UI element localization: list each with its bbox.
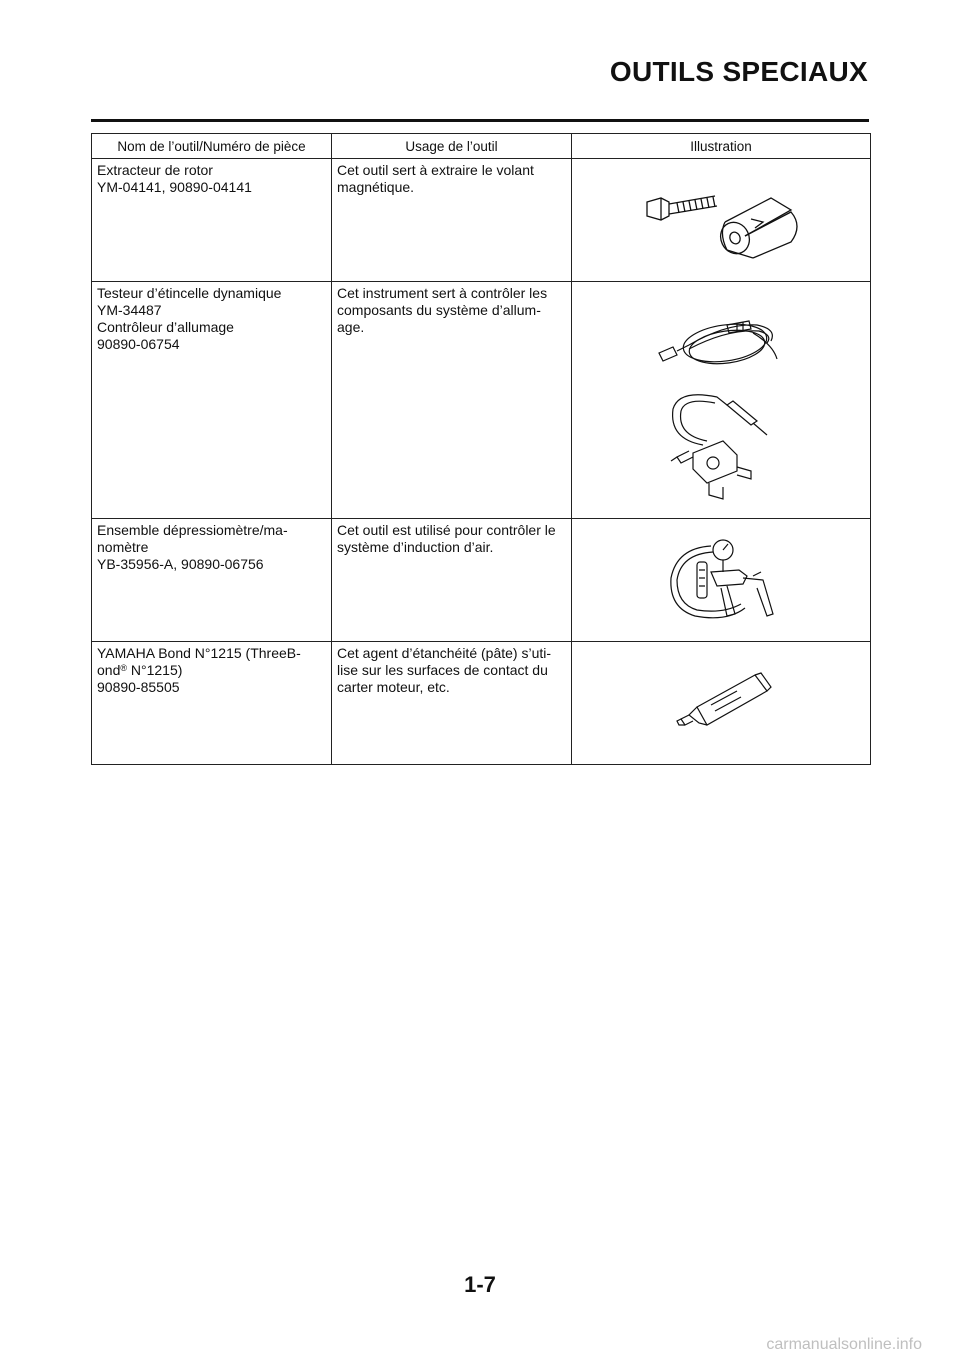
illustration-cell — [572, 642, 871, 765]
tool-part-number: 90890-85505 — [97, 679, 180, 695]
page-title: OUTILS SPECIAUX — [609, 56, 868, 87]
tool-name-part: N°1215) — [127, 662, 183, 678]
tool-usage-line: lise sur les surfaces de contact du — [337, 662, 548, 678]
tool-name-line: nomètre — [97, 539, 149, 555]
tool-name-part: ond — [97, 662, 121, 678]
header-illustration: Illustration — [572, 134, 871, 159]
illustration-cell — [572, 159, 871, 282]
ignition-tester-icon — [577, 285, 874, 515]
tool-name-line: Testeur d’étincelle dynamique — [97, 285, 282, 301]
title-rule — [91, 119, 869, 122]
tool-usage-cell — [332, 282, 572, 519]
tool-name-line — [97, 662, 326, 679]
tool-part-number: YM-34487 — [97, 302, 162, 318]
tool-usage-cell — [332, 642, 572, 765]
header-tool-name: Nom de l’outil/Numéro de pièce — [92, 134, 332, 159]
tool-name-cell — [92, 519, 332, 642]
tool-name-line: YAMAHA Bond N°1215 (ThreeB- — [97, 645, 301, 661]
registered-mark: ® — [120, 663, 127, 673]
tool-part-number: 90890-06754 — [97, 336, 180, 352]
tool-part-number: YM-04141, 90890-04141 — [97, 179, 252, 195]
header-tool-usage: Usage de l’outil — [332, 134, 572, 159]
tool-name-cell — [92, 642, 332, 765]
watermark-text: carmanualsonline.info — [766, 1336, 922, 1353]
tool-usage-line: Cet instrument sert à contrôler les — [337, 285, 548, 301]
tool-usage-line: système d’induction d’air. — [337, 539, 494, 555]
table-header-row — [92, 134, 871, 159]
special-tools-table — [91, 133, 871, 765]
table-row — [92, 642, 871, 765]
vacuum-gauge-icon — [577, 522, 874, 638]
sealant-tube-icon — [577, 645, 874, 761]
tool-name-line: Contrôleur d’allumage — [97, 319, 234, 335]
tool-usage-line: Cet outil est utilisé pour contrôler le — [337, 522, 556, 538]
table-row — [92, 282, 871, 519]
tool-usage-line: carter moteur, etc. — [337, 679, 450, 695]
rotor-puller-icon — [577, 162, 874, 278]
table-row — [92, 519, 871, 642]
tool-name-line: Ensemble dépressiomètre/ma- — [97, 522, 288, 538]
illustration-cell — [572, 519, 871, 642]
tool-usage-line: composants du système d’allum- — [337, 302, 541, 318]
tool-usage-line: Cet outil sert à extraire le volant — [337, 162, 534, 178]
illustration-cell — [572, 282, 871, 519]
tool-part-number: YB-35956-A, 90890-06756 — [97, 556, 264, 572]
tool-usage-cell — [332, 519, 572, 642]
tool-name-cell — [92, 282, 332, 519]
page-number: 1-7 — [464, 1272, 496, 1297]
tool-name-cell — [92, 159, 332, 282]
tool-usage-line: magnétique. — [337, 179, 415, 195]
tool-name-line: Extracteur de rotor — [97, 162, 213, 178]
table-row — [92, 159, 871, 282]
tool-usage-cell — [332, 159, 572, 282]
tool-usage-line: age. — [337, 319, 365, 335]
tool-usage-line: Cet agent d’étanchéité (pâte) s’uti- — [337, 645, 552, 661]
